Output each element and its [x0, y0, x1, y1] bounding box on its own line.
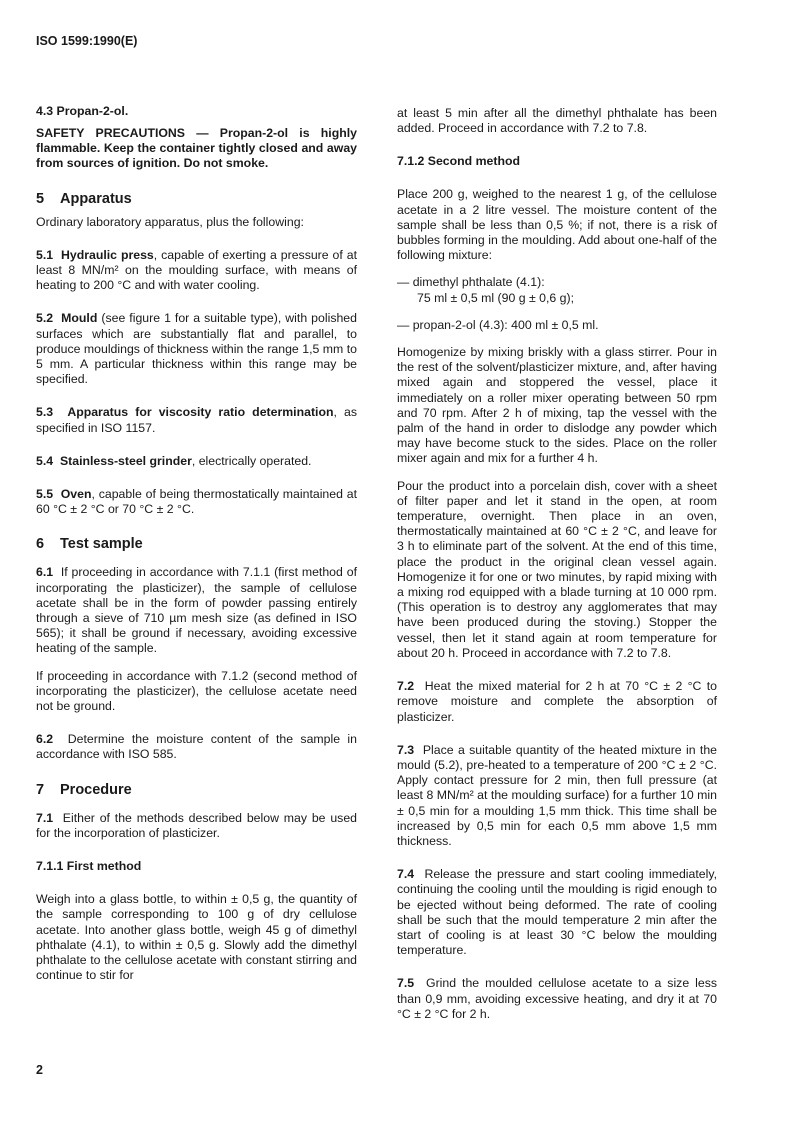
clause-number: 7.1 [36, 810, 54, 825]
clause-number: 5.5 [36, 487, 54, 502]
section-number: 5 [36, 190, 45, 207]
clause-number: 5.4 [36, 453, 54, 468]
clause-7-1-2-text: Place 200 g, weighed to the nearest 1 g, of the cellulose acetate in a 2 litre vessel. The moisture content of the sample shall be less than 0,5 %; if not, there is a risk of bubbles forming in the moulding. Add about one-half of the following mixture: [397, 187, 717, 263]
clause-number: 7.4 [397, 867, 415, 882]
right-column [397, 106, 717, 1022]
clause-lead: Apparatus for viscosity ratio determination [67, 405, 334, 420]
clause-6-1 [36, 565, 357, 656]
clause-text: , electrically operated. [191, 453, 312, 468]
section-title: Procedure [60, 781, 132, 798]
section-5-heading [36, 190, 357, 208]
section-title: Test sample [60, 536, 143, 553]
safety-precautions: SAFETY PRECAUTIONS — Propan-2-ol is highly flammable. Keep the container tightly closed and away from sources of ignition. Do not smoke. [36, 126, 357, 171]
clause-7-3 [397, 743, 717, 849]
mixture-item-1-amount: 75 ml ± 0,5 ml (90 g ± 0,6 g); [417, 290, 575, 305]
clause-number: 5.1 [36, 247, 54, 262]
section-7-1-1-title: 7.1.1 First method [36, 859, 142, 874]
continued-text: at least 5 min after all the dimethyl phthalate has been added. Proceed in accordance with 7.2 to 7.8. [397, 106, 717, 136]
clause-7-1 [36, 811, 357, 841]
section-7-1-2-title: 7.1.2 Second method [397, 154, 520, 169]
standard-id: ISO 1599:1990(E) [36, 34, 138, 48]
clause-text: Determine the moisture content of the sample in accordance with ISO 585. [36, 732, 357, 762]
mixture-item-1: — dimethyl phthalate (4.1): [397, 275, 545, 290]
clause-5-5 [36, 487, 357, 517]
clause-number: 5.2 [36, 311, 54, 326]
section-number: 6 [36, 536, 45, 553]
page-number: 2 [36, 1063, 43, 1077]
clause-number: 6.1 [36, 565, 54, 580]
clause-number: 5.3 [36, 405, 54, 420]
section-title: Apparatus [60, 190, 132, 207]
clause-text: (see figure 1 for a suitable type), with polished surfaces which are substantially flat and parallel, to produce mouldings of thickness within the range 1,5 mm to 5 mm. A particular thickness within this range may be specified. [36, 311, 357, 387]
clause-6-2 [36, 732, 357, 762]
clause-5-4 [36, 454, 357, 469]
section-number: 7 [36, 781, 45, 798]
clause-7-1-2-p3: Pour the product into a porcelain dish, cover with a sheet of filter paper and let it stand in the open, at room temperature, overnight. Then place in an oven, thermostatically maintained at 60 °C ± 2 °C, and leave for 3 h to eliminate part of the solvent. At the end of this time, place the product in the original clean vessel again. Homogenize it for one or two minutes, by rapid mixing with a mixing rod equipped with a blade turning at 10 000 rpm. (This operation is to destroy any agglomerates that may have been produced during the stoving.) Stopper the vessel, then let it stand again at room temperature for about 20 h. Proceed in accordance with 7.2 to 7.8. [397, 478, 717, 660]
clause-lead: Stainless-steel grinder [59, 453, 192, 468]
apparatus-intro: Ordinary laboratory apparatus, plus the following: [36, 214, 304, 229]
clause-text: , capable of exerting a pressure of at least 8 MN/m² on the moulding surface, with means of heating to 200 °C and with water cooling. [36, 247, 357, 293]
clause-7-4 [397, 867, 717, 958]
clause-text: Heat the mixed material for 2 h at 70 °C ± 2 °C to remove moisture and complete the absorption of plasticizer. [397, 679, 717, 724]
clause-7-1-2-p2: Homogenize by mixing briskly with a glass stirrer. Pour in the rest of the solvent/plasticizer mixture, and, after having mixed again and stoppered the vessel, place it immediately on a roller mixer operating between 50 rpm and 70 rpm. After 2 h of mixing, tap the vessel with the palm of the hand in order to dislodge any powder which may have become stuck to the sides. Place on the roller mixer again and mix for a further 4 h. [397, 345, 717, 466]
clause-7-2 [397, 679, 717, 725]
clause-lead: Mould [61, 311, 98, 326]
clause-text: , capable of being thermostatically maintained at 60 °C ± 2 °C or 70 °C ± 2 °C. [36, 487, 358, 517]
section-7-heading [36, 781, 357, 799]
section-4-3-title: 4.3 Propan-2-ol. [36, 104, 129, 118]
clause-6-1-second: If proceeding in accordance with 7.1.2 (second method of incorporating the plasticizer), the cellulose acetate need not be ground. [36, 668, 357, 714]
clause-text: Place a suitable quantity of the heated mixture in the mould (5.2), pre-heated to a temperature of 200 °C ± 2 °C. Apply contact pressure for 2 min, then full pressure (at least 8 MN/m² at the moulding surface) for a further 10 min ± 0,5 min for a moulding 1,5 mm thick. This time shall be increased by 0,5 min for each 0,5 mm above 1,5 mm thickness. [397, 742, 717, 848]
clause-5-3 [36, 405, 357, 435]
clause-5-2 [36, 311, 357, 387]
clause-number: 6.2 [36, 732, 54, 747]
clause-text: , as specified in ISO 1157. [36, 405, 357, 435]
section-6-heading [36, 535, 357, 553]
left-column [36, 104, 357, 983]
clause-text: Release the pressure and start cooling immediately, continuing the cooling until the moulding is rigid enough to be ejected without being deformed. The rate of cooling shall be such that the mould temperature 2 min after the start of cooling is at least 30 °C below the moulding temperature. [397, 867, 718, 958]
clause-text: If proceeding in accordance with 7.1.1 (first method of incorporating the plasticizer), the sample of cellulose acetate shall be in the form of powder passing entirely through a sieve of 710 µm mesh size (as defined in ISO 565); it shall be ground if necessary, avoiding excessive heating of the sample. [36, 565, 357, 656]
clause-7-1-1-text: Weigh into a glass bottle, to within ± 0,5 g, the quantity of the sample corresponding to 100 g of dry cellulose acetate. Into another glass bottle, weigh 45 g of dimethyl phthalate (4.1), to within ± 0,5 g. Slowly add the dimethyl phthalate to the cellulose acetate with constant stirring and continue to stir for [36, 892, 357, 983]
clause-text: Either of the methods described below may be used for the incorporation of plasticizer. [36, 810, 357, 840]
clause-lead: Oven [60, 487, 92, 502]
clause-7-5 [397, 976, 717, 1022]
clause-number: 7.5 [397, 976, 415, 991]
clause-number: 7.2 [397, 679, 415, 694]
mixture-item-2: — propan-2-ol (4.3): 400 ml ± 0,5 ml. [397, 317, 599, 332]
clause-lead: Hydraulic press [60, 247, 154, 262]
clause-number: 7.3 [397, 742, 415, 757]
clause-text: Grind the moulded cellulose acetate to a size less than 0,9 mm, avoiding excessive heating, and dry it at 70 °C ± 2 °C for 2 h. [397, 976, 717, 1021]
clause-5-1 [36, 248, 357, 294]
